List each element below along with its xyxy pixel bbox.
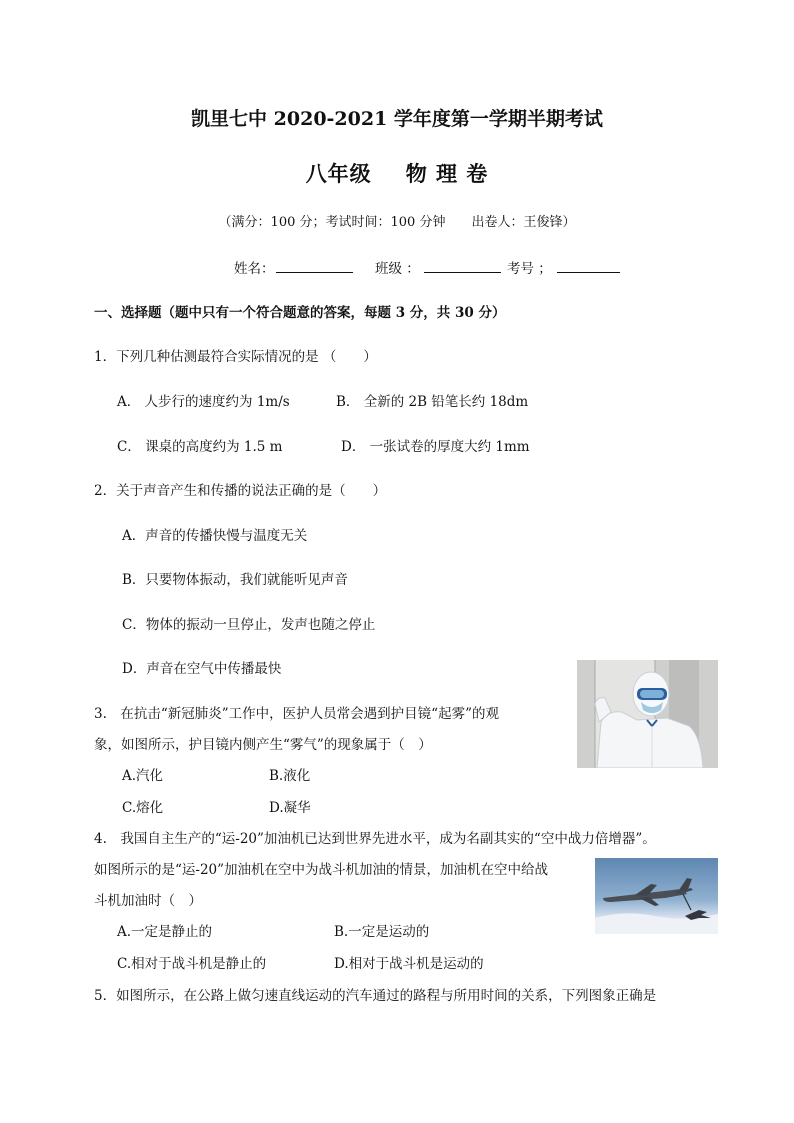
- q4-option-c: C.相对于战斗机是静止的: [117, 956, 267, 972]
- q2-option-b: B．只要物体振动，我们就能听见声音: [122, 572, 348, 588]
- q1-option-a: A． 人步行的速度约为 1m/s: [117, 394, 290, 410]
- q2-option-a: A．声音的传播快慢与温度无关: [122, 528, 308, 544]
- subject-label: 物 理 卷: [405, 161, 489, 186]
- medical-worker-image: [577, 660, 718, 768]
- class-label: 班级 ：: [375, 261, 420, 277]
- q3-option-a: A.汽化: [122, 768, 164, 784]
- q4-stem-line2: 如图所示的是“运-20”加油机在空中为战斗机加油的情景，加油机在空中给战: [94, 862, 549, 878]
- class-blank[interactable]: [424, 272, 501, 273]
- q1-stem: 1．下列几种估测最符合实际情况的是 （ ）: [94, 349, 377, 365]
- q1-option-b: B． 全新的 2B 铅笔长约 18dm: [336, 394, 529, 410]
- q3-option-c: C.熔化: [122, 800, 164, 816]
- name-blank[interactable]: [276, 272, 353, 273]
- exam-meta: （满分：100 分；考试时间：100 分钟 出卷人：王俊锋）: [218, 215, 576, 230]
- q2-option-d: D．声音在空气中传播最快: [122, 661, 282, 677]
- q4-stem-line1: 4. 我国自主生产的“运-20”加油机已达到世界先进水平，成为名副其实的“空中战力倍增器”。: [94, 831, 656, 847]
- exam-subtitle: [0, 158, 794, 188]
- exam-no-blank[interactable]: [557, 272, 620, 273]
- q3-option-d: D.凝华: [269, 800, 311, 816]
- exam-title: 凯里七中 2020-2021 学年度第一学期半期考试: [191, 108, 603, 130]
- name-label: 姓名：: [234, 261, 275, 277]
- exam-no-label: 考号 ；: [507, 261, 552, 277]
- q4-option-a: A.一定是静止的: [117, 924, 213, 940]
- section-heading: 一、选择题（题中只有一个符合题意的答案，每题 3 分，共 30 分）: [94, 305, 506, 321]
- q4-option-d: D.相对于战斗机是运动的: [334, 956, 484, 972]
- aerial-refueling-photo: [595, 858, 718, 934]
- q2-option-c: C．物体的振动一旦停止，发声也随之停止: [122, 617, 376, 633]
- protective-suit-photo: [577, 660, 718, 768]
- q3-stem-line2: 象，如图所示，护目镜内侧产生“雾气”的现象属于（ ）: [94, 737, 432, 753]
- grade-label: 八年级: [305, 161, 372, 186]
- q2-stem: 2．关于声音产生和传播的说法正确的是（ ）: [94, 483, 387, 499]
- refueling-aircraft-image: [595, 858, 718, 934]
- q3-stem-line1: 3. 在抗击“新冠肺炎”工作中，医护人员常会遇到护目镜“起雾”的观: [94, 706, 499, 722]
- q5-stem: 5．如图所示，在公路上做匀速直线运动的汽车通过的路程与所用时间的关系，下列图象正确是: [94, 988, 657, 1004]
- q4-stem-line3: 斗机加油时（ ）: [94, 893, 202, 909]
- q1-option-c: C． 课桌的高度约为 1.5 m: [117, 439, 283, 455]
- q3-option-b: B.液化: [269, 768, 311, 784]
- q4-option-b: B.一定是运动的: [334, 924, 430, 940]
- q1-option-d: D． 一张试卷的厚度大约 1mm: [341, 439, 530, 455]
